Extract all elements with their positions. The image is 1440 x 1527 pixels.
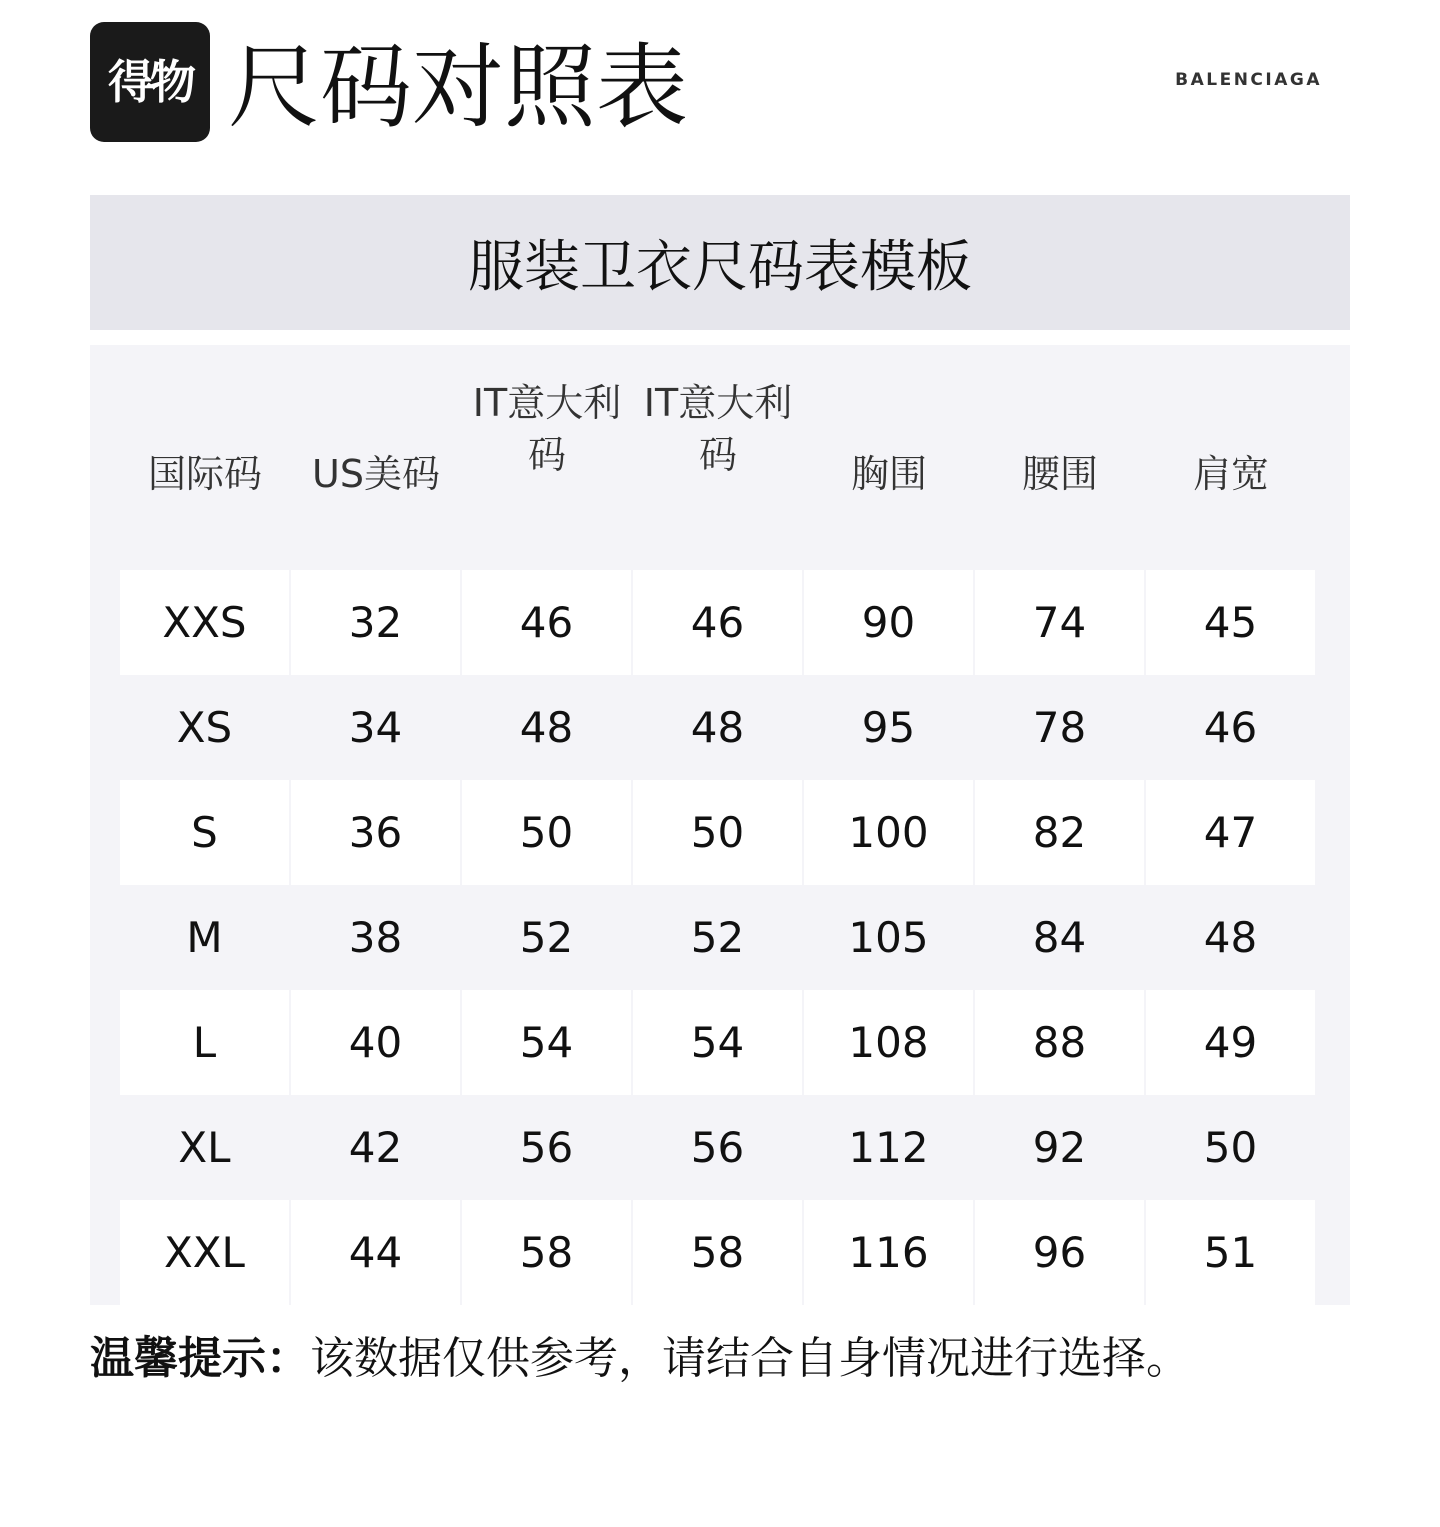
table-cell: 50 (633, 780, 802, 885)
table-cell: XL (178, 1123, 231, 1172)
table-cell: S (120, 780, 289, 885)
brand-name: BALENCIAGA (1175, 70, 1322, 90)
table-cell: 44 (291, 1200, 460, 1305)
table-cell: 78 (1032, 703, 1087, 752)
column-header-international: 国际码 (147, 451, 262, 496)
table-cell: 48 (690, 703, 745, 752)
page-title: 尺码对照表 (228, 34, 689, 141)
table-cell: L (120, 990, 289, 1095)
table-cell: 74 (975, 570, 1144, 675)
column-header-waist: 腰围 (1021, 451, 1098, 496)
table-cell: 58 (462, 1200, 631, 1305)
table-cell: 105 (848, 913, 929, 962)
column-header-us: US美码 (312, 451, 440, 496)
table-row (120, 1095, 1320, 1200)
column-header-shoulder: 肩宽 (1192, 451, 1269, 496)
table-cell: XXL (120, 1200, 289, 1305)
table-cell: 46 (633, 570, 802, 675)
table-cell: 51 (1146, 1200, 1315, 1305)
tip-text: 该数据仅供参考，请结合自身情况进行选择。 (310, 1333, 1190, 1384)
table-cell: 82 (975, 780, 1144, 885)
table-cell: 48 (519, 703, 574, 752)
table-header (120, 375, 1320, 565)
table-cell: 52 (690, 913, 745, 962)
table-cell: 38 (348, 913, 403, 962)
table-cell: 49 (1146, 990, 1315, 1095)
table-cell: 50 (1203, 1123, 1258, 1172)
table-cell: 46 (462, 570, 631, 675)
column-header-it-2: IT意大利 码 (643, 381, 793, 477)
table-cell: XXS (120, 570, 289, 675)
table-row (120, 885, 1320, 990)
table-cell: 88 (975, 990, 1144, 1095)
table-cell: 40 (291, 990, 460, 1095)
table-row (120, 780, 1320, 885)
tip-note (90, 1322, 1190, 1386)
table-cell: 100 (804, 780, 973, 885)
table-cell: 92 (1032, 1123, 1087, 1172)
table-cell: 116 (804, 1200, 973, 1305)
table-cell: 34 (348, 703, 403, 752)
tip-label: 温馨提示： (90, 1333, 310, 1384)
dewu-logo: 得物 (90, 22, 210, 142)
table-cell: 48 (1203, 913, 1258, 962)
table-cell: 32 (291, 570, 460, 675)
column-header-it-1: IT意大利 码 (472, 381, 622, 477)
table-cell: 36 (291, 780, 460, 885)
table-cell: 50 (462, 780, 631, 885)
table-row (120, 1200, 1320, 1305)
table-cell: 46 (1203, 703, 1258, 752)
table-cell: 95 (861, 703, 916, 752)
table-title-banner (90, 195, 1350, 330)
table-cell: 56 (519, 1123, 574, 1172)
table-cell: XS (176, 703, 233, 752)
table-cell: 56 (690, 1123, 745, 1172)
table-cell: 96 (975, 1200, 1144, 1305)
page-header (90, 22, 1350, 152)
table-cell: 58 (633, 1200, 802, 1305)
table-cell: 52 (519, 913, 574, 962)
table-cell: 54 (462, 990, 631, 1095)
table-row (120, 675, 1320, 780)
table-cell: 84 (1032, 913, 1087, 962)
table-cell: 108 (804, 990, 973, 1095)
table-cell: 112 (848, 1123, 929, 1172)
table-cell: 54 (633, 990, 802, 1095)
size-table (90, 345, 1350, 1305)
table-row (120, 570, 1320, 675)
table-row (120, 990, 1320, 1095)
table-cell: 47 (1146, 780, 1315, 885)
table-cell: M (186, 913, 223, 962)
table-cell: 90 (804, 570, 973, 675)
table-title: 服装卫衣尺码表模板 (468, 234, 972, 300)
column-header-chest: 胸围 (850, 451, 927, 496)
table-cell: 42 (348, 1123, 403, 1172)
table-cell: 45 (1146, 570, 1315, 675)
